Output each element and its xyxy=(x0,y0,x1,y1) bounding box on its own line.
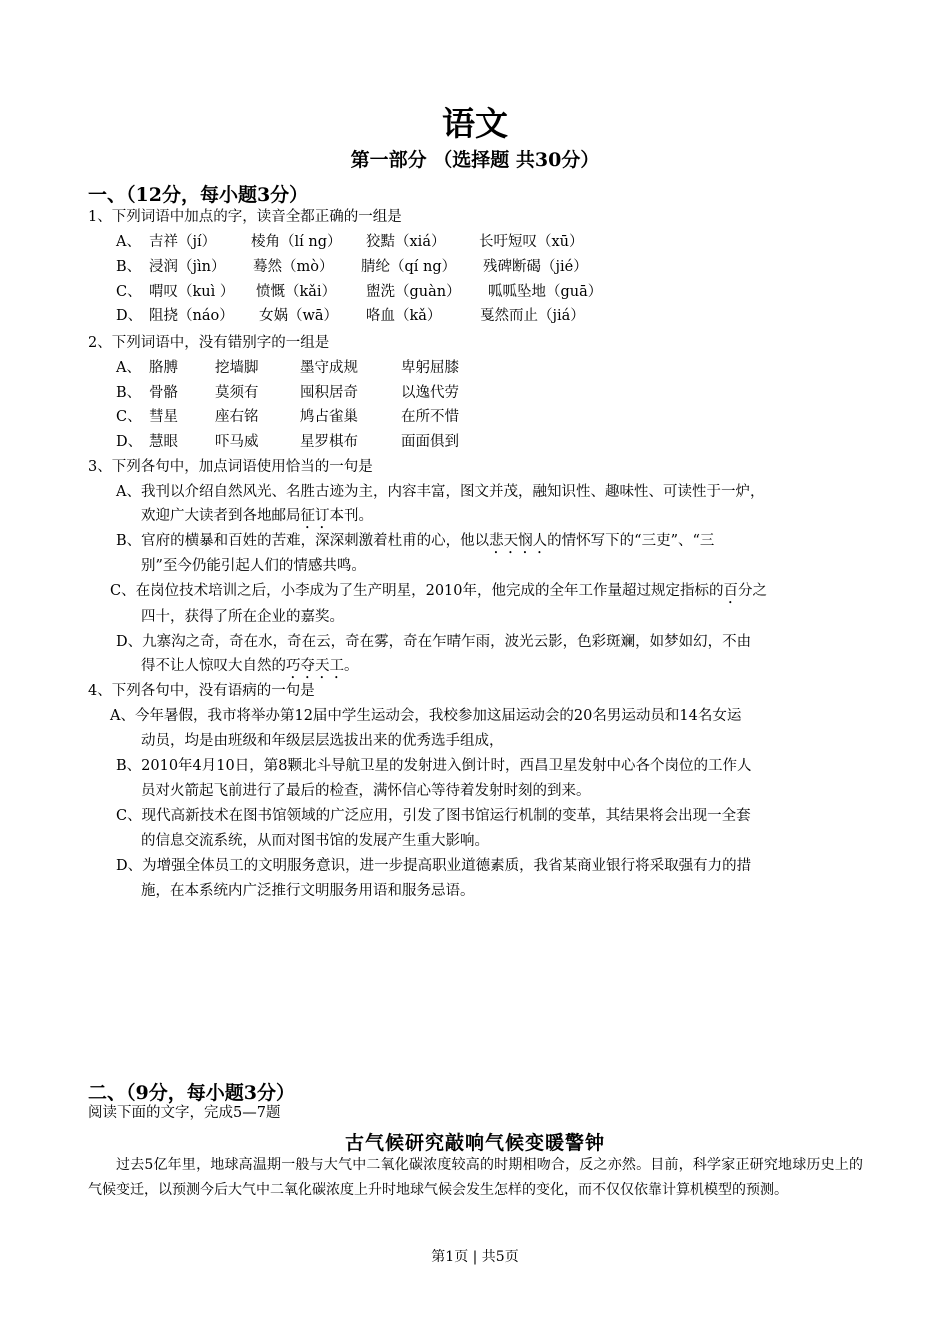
q4-option-d-line1: D、为增强全体员工的文明服务意识，进一步提高职业道德素质，我省某商业银行将采取强有力的措 xyxy=(116,858,752,874)
option-item: 在所不惜 xyxy=(401,409,459,425)
option-item: 阻挠（náo） xyxy=(149,308,234,324)
option-item: 星罗棋布 xyxy=(300,434,358,450)
q1-option-c xyxy=(116,282,602,302)
q2-option-d xyxy=(116,432,459,452)
q3-option-a-line2 xyxy=(141,506,373,532)
emphasized-word: 巧夺天工 xyxy=(286,658,344,674)
q4-option-b-line2: 员对火箭起飞前进行了最后的检查，满怀信心等待着发射时刻的到来。 xyxy=(141,783,591,799)
text-run: 分之 xyxy=(738,583,767,599)
page-footer: 第1页 | 共5页 xyxy=(431,1249,519,1265)
option-item: 戛然而止（jiá） xyxy=(480,308,585,324)
option-item: 咯血（kǎ） xyxy=(366,308,442,324)
option-item: 胳膊 xyxy=(149,360,178,376)
q3-option-c-line1 xyxy=(110,581,767,607)
text-run: C、在岗位技术培训之后，小李成为了生产明星，2010年，他完成的全年工作量超过规定指标的 xyxy=(110,583,724,599)
q4-stem: 4、下列各句中，没有语病的一句是 xyxy=(88,683,315,699)
option-item: 以逸代劳 xyxy=(401,385,459,401)
text-run: B、官府的横暴和百姓的苦难，深深刺激着杜甫的心，他以 xyxy=(116,533,490,549)
option-item: 腈纶（qí ng） xyxy=(361,259,457,275)
q3-option-d-line1: D、九寨沟之奇，奇在水，奇在云，奇在雾，奇在乍晴乍雨，波光云影，色彩斑斓，如梦如幻，不由 xyxy=(116,634,752,650)
text-run: 欢迎广大读者到各地邮局 xyxy=(141,508,301,524)
q3-option-b-line2: 别”至今仍能引起人们的情感共鸣。 xyxy=(141,558,366,574)
option-item: 狡黠（xiá） xyxy=(366,234,446,250)
option-item: 挖墙脚 xyxy=(215,360,259,376)
text-run: 得不让人惊叹大自然的 xyxy=(141,658,286,674)
emphasized-word: 悲天悯人 xyxy=(489,533,548,549)
text-run: 。 xyxy=(344,658,359,674)
q4-option-b-line1: B、2010年4月10日，第8颗北斗导航卫星的发射进入倒计时，西昌卫星发射中心各个岗位的工作人 xyxy=(116,758,752,774)
q2-option-a xyxy=(116,358,459,378)
q3-option-d-line2 xyxy=(141,656,359,682)
text-run: 的情怀写下的“三吏”、“三 xyxy=(547,533,715,549)
part-subtitle: 第一部分 （选择题 共30分） xyxy=(350,149,600,171)
option-item: 盥洗（guàn） xyxy=(366,284,461,300)
section2-heading: 二、（9分，每小题3分） xyxy=(88,1082,295,1104)
option-item: 卑躬屈膝 xyxy=(401,360,459,376)
option-item: 喟叹（kuì ） xyxy=(149,284,235,300)
option-label: A、 xyxy=(116,234,141,250)
q4-option-a-line1: A、今年暑假，我市将举办第12届中学生运动会，我校参加这届运动会的20名男运动员和14名女运 xyxy=(110,708,742,724)
option-item: 残碑断碣（jié） xyxy=(483,259,588,275)
option-item: 浸润（jìn） xyxy=(149,259,226,275)
q1-option-a xyxy=(116,232,584,252)
q3-stem: 3、下列各句中，加点词语使用恰当的一句是 xyxy=(88,459,373,475)
option-item: 座右铭 xyxy=(215,409,259,425)
option-item: 囤积居奇 xyxy=(300,385,358,401)
q3-option-a-line1: A、我刊以介绍自然风光、名胜古迹为主，内容丰富，图文并茂，融知识性、趣味性、可读性于一炉， xyxy=(116,484,765,500)
emphasized-word: 百 xyxy=(723,583,738,599)
reading-instruction: 阅读下面的文字，完成5—7题 xyxy=(88,1105,281,1121)
option-item: 墨守成规 xyxy=(300,360,358,376)
option-label: A、 xyxy=(116,360,141,376)
option-item: 吓马威 xyxy=(215,434,259,450)
option-item: 彗星 xyxy=(149,409,178,425)
option-item: 莫须有 xyxy=(215,385,259,401)
q3-option-b-line1 xyxy=(116,531,714,557)
option-item: 吉祥（jí） xyxy=(149,234,217,250)
option-label: B、 xyxy=(116,385,142,401)
q1-option-d xyxy=(116,306,585,326)
emphasized-word: 征订 xyxy=(300,508,330,524)
q4-option-a-line2: 动员，均是由班级和年级层层选拔出来的优秀选手组成， xyxy=(141,733,504,749)
q3-option-c-line2: 四十，获得了所在企业的嘉奖。 xyxy=(141,609,344,625)
option-label: C、 xyxy=(116,284,142,300)
option-item: 呱呱坠地（guā） xyxy=(488,284,603,300)
option-item: 骨骼 xyxy=(149,385,178,401)
option-item: 蓦然（mò） xyxy=(253,259,334,275)
option-label: D、 xyxy=(116,308,143,324)
q1-stem: 1、下列词语中加点的字，读音全都正确的一组是 xyxy=(88,209,402,225)
q1-option-b xyxy=(116,257,588,277)
option-item: 长吁短叹（xū） xyxy=(479,234,584,250)
option-item: 愤慨（kǎi） xyxy=(256,284,337,300)
q4-option-c-line1: C、现代高新技术在图书馆领域的广泛应用，引发了图书馆运行机制的变革，其结果将会出现一全套 xyxy=(116,808,751,824)
option-label: D、 xyxy=(116,434,143,450)
q2-option-c xyxy=(116,407,459,427)
q2-option-b xyxy=(116,383,459,403)
q4-option-c-line2: 的信息交流系统，从而对图书馆的发展产生重大影响。 xyxy=(141,833,489,849)
q2-stem: 2、下列词语中，没有错别字的一组是 xyxy=(88,335,330,351)
article-title: 古气候研究敲响气候变暖警钟 xyxy=(344,1132,605,1154)
option-item: 棱角（lí ng） xyxy=(251,234,342,250)
option-item: 慧眼 xyxy=(149,434,178,450)
option-label: C、 xyxy=(116,409,142,425)
section1-heading: 一、（12分，每小题3分） xyxy=(88,184,309,206)
option-label: B、 xyxy=(116,259,142,275)
option-item: 面面俱到 xyxy=(401,434,459,450)
option-item: 鸠占雀巢 xyxy=(300,409,358,425)
article-paragraph: 过去5亿年里，地球高温期一般与大气中二氧化碳浓度较高的时期相吻合，反之亦然。目前，科学家正研究地球历史上的气候变迁，以预测今后大气中二氧化碳浓度上升时地球气候会发生怎样的变化，而不仅仅依靠计算机模型的预测。 xyxy=(88,1157,863,1198)
text-run: 本刊。 xyxy=(329,508,373,524)
q4-option-d-line2: 施，在本系统内广泛推行文明服务用语和服务忌语。 xyxy=(141,883,475,899)
option-item: 女娲（wā） xyxy=(259,308,339,324)
page-title: 语文 xyxy=(442,104,508,143)
